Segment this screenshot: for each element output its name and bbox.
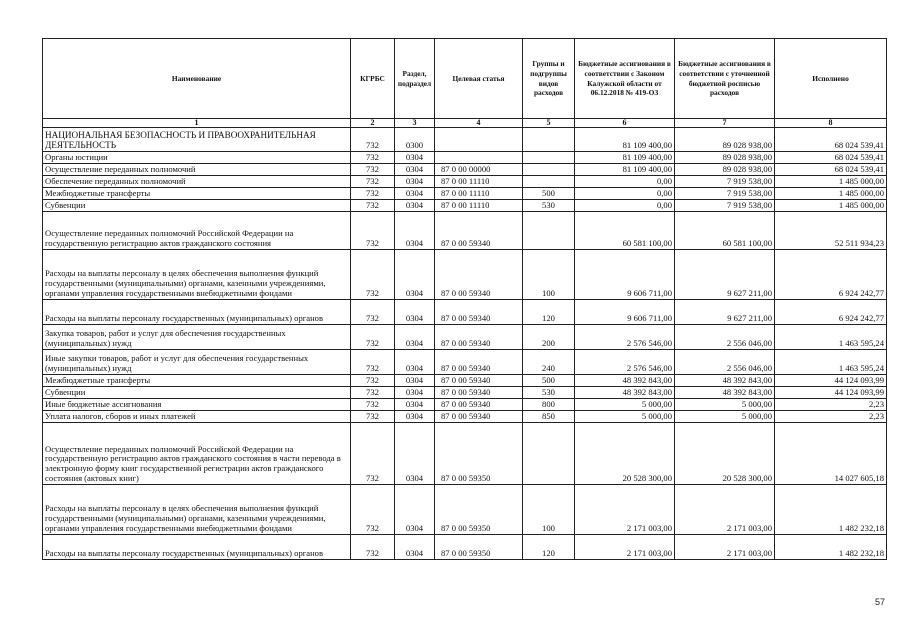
cell-name: Расходы на выплаты персоналу государственных (муниципальных) органов — [43, 535, 351, 560]
table-row — [43, 188, 887, 200]
cell-kgrbs: 732 — [351, 128, 395, 152]
cell-kgrbs: 732 — [351, 535, 395, 560]
cell-target: 87 0 00 59350 — [435, 535, 523, 560]
cell-kgrbs: 732 — [351, 188, 395, 200]
cell-refined-amount: 7 919 538,00 — [675, 176, 775, 188]
table-row — [43, 350, 887, 375]
cell-law-amount: 81 109 400,00 — [575, 128, 675, 152]
cell-section: 0304 — [395, 200, 435, 212]
table-row — [43, 423, 887, 485]
cell-target: 87 0 00 59340 — [435, 250, 523, 300]
cell-law-amount: 2 171 003,00 — [575, 535, 675, 560]
cell-kgrbs: 732 — [351, 300, 395, 325]
cell-target: 87 0 00 59350 — [435, 485, 523, 535]
table-row — [43, 411, 887, 423]
cell-law-amount: 48 392 843,00 — [575, 375, 675, 387]
cell-section: 0304 — [395, 250, 435, 300]
cell-law-amount: 81 109 400,00 — [575, 152, 675, 164]
cell-law-amount: 9 606 711,00 — [575, 250, 675, 300]
cell-section: 0300 — [395, 128, 435, 152]
cell-group: 530 — [523, 387, 575, 399]
header-refined: Бюджетные ассигнования в соответствии с уточненной бюджетной росписью расходов — [675, 39, 775, 119]
cell-executed-amount: 68 024 539,41 — [775, 164, 887, 176]
cell-executed-amount: 2,23 — [775, 411, 887, 423]
cell-refined-amount: 5 000,00 — [675, 411, 775, 423]
header-section: Раздел, подраздел — [395, 39, 435, 119]
cell-group: 530 — [523, 200, 575, 212]
cell-name: Иные закупки товаров, работ и услуг для обеспечения государственных (муниципальных) нужд — [43, 350, 351, 375]
cell-law-amount: 20 528 300,00 — [575, 423, 675, 485]
cell-group: 100 — [523, 485, 575, 535]
header-name: Наименование — [43, 39, 351, 119]
cell-refined-amount: 20 528 300,00 — [675, 423, 775, 485]
cell-name: Органы юстиции — [43, 152, 351, 164]
cell-name: Осуществление переданных полномочий Российской Федерации на государственную регистрацию актов гражданского состояния в части перевода в электронную форму книг государственной регистрации актов гражданского состояния (актовых книг) — [43, 423, 351, 485]
cell-law-amount: 0,00 — [575, 176, 675, 188]
cell-law-amount: 60 581 100,00 — [575, 212, 675, 250]
cell-law-amount: 48 392 843,00 — [575, 387, 675, 399]
cell-target: 87 0 00 59350 — [435, 423, 523, 485]
cell-name: Расходы на выплаты персоналу в целях обеспечения выполнения функций государственными (муниципальными) органами, казенными учреждениями, органами управления государственными внебюджетными фондами — [43, 485, 351, 535]
cell-group: 500 — [523, 375, 575, 387]
cell-refined-amount: 9 627 211,00 — [675, 300, 775, 325]
cell-section: 0304 — [395, 375, 435, 387]
cell-name: Расходы на выплаты персоналу в целях обеспечения выполнения функций государственными (муниципальными) органами, казенными учреждениями, органами управления государственными внебюджетными фондами — [43, 250, 351, 300]
column-number: 7 — [675, 119, 775, 128]
cell-target: 87 0 00 59340 — [435, 399, 523, 411]
table-row — [43, 250, 887, 300]
cell-name: Межбюджетные трансферты — [43, 375, 351, 387]
table-row — [43, 399, 887, 411]
cell-section: 0304 — [395, 411, 435, 423]
cell-group: 240 — [523, 350, 575, 375]
column-number: 2 — [351, 119, 395, 128]
cell-target: 87 0 00 11110 — [435, 176, 523, 188]
cell-executed-amount: 1 485 000,00 — [775, 176, 887, 188]
header-kgrbs: КГРБС — [351, 39, 395, 119]
cell-kgrbs: 732 — [351, 212, 395, 250]
cell-name: Осуществление переданных полномочий Российской Федерации на государственную регистрацию актов гражданского состояния — [43, 212, 351, 250]
cell-section: 0304 — [395, 535, 435, 560]
cell-section: 0304 — [395, 152, 435, 164]
cell-executed-amount: 2,23 — [775, 399, 887, 411]
cell-law-amount: 2 576 546,00 — [575, 350, 675, 375]
cell-refined-amount: 7 919 538,00 — [675, 188, 775, 200]
cell-group: 500 — [523, 188, 575, 200]
cell-group — [523, 164, 575, 176]
cell-group — [523, 212, 575, 250]
column-number: 6 — [575, 119, 675, 128]
cell-section: 0304 — [395, 300, 435, 325]
cell-kgrbs: 732 — [351, 399, 395, 411]
cell-refined-amount: 5 000,00 — [675, 399, 775, 411]
cell-refined-amount: 9 627 211,00 — [675, 250, 775, 300]
cell-target: 87 0 00 59340 — [435, 350, 523, 375]
cell-law-amount: 5 000,00 — [575, 411, 675, 423]
header-target: Целевая статья — [435, 39, 523, 119]
cell-refined-amount: 89 028 938,00 — [675, 164, 775, 176]
table-row — [43, 300, 887, 325]
cell-group — [523, 152, 575, 164]
budget-table — [42, 38, 887, 560]
cell-section: 0304 — [395, 164, 435, 176]
header-executed: Исполнено — [775, 39, 887, 119]
cell-group: 120 — [523, 535, 575, 560]
cell-kgrbs: 732 — [351, 423, 395, 485]
cell-section: 0304 — [395, 325, 435, 350]
cell-target: 87 0 00 11110 — [435, 188, 523, 200]
cell-refined-amount: 7 919 538,00 — [675, 200, 775, 212]
cell-refined-amount: 48 392 843,00 — [675, 375, 775, 387]
cell-target: 87 0 00 59340 — [435, 387, 523, 399]
cell-executed-amount: 6 924 242,77 — [775, 250, 887, 300]
table-body — [43, 128, 887, 560]
cell-executed-amount: 6 924 242,77 — [775, 300, 887, 325]
column-number: 5 — [523, 119, 575, 128]
cell-law-amount: 0,00 — [575, 200, 675, 212]
cell-group — [523, 423, 575, 485]
cell-kgrbs: 732 — [351, 176, 395, 188]
cell-section: 0304 — [395, 399, 435, 411]
cell-kgrbs: 732 — [351, 200, 395, 212]
table-row — [43, 152, 887, 164]
table-row — [43, 128, 887, 152]
cell-name: Иные бюджетные ассигнования — [43, 399, 351, 411]
cell-executed-amount: 68 024 539,41 — [775, 128, 887, 152]
cell-name: Осуществление переданных полномочий — [43, 164, 351, 176]
column-number-row — [43, 119, 887, 128]
cell-section: 0304 — [395, 212, 435, 250]
cell-law-amount: 0,00 — [575, 188, 675, 200]
cell-target: 87 0 00 59340 — [435, 300, 523, 325]
cell-kgrbs: 732 — [351, 250, 395, 300]
cell-target: 87 0 00 00000 — [435, 164, 523, 176]
page-number: 57 — [874, 597, 885, 607]
cell-refined-amount: 60 581 100,00 — [675, 212, 775, 250]
cell-group: 800 — [523, 399, 575, 411]
header-law: Бюджетные ассигнования в соответствии с Законом Калужской области от 06.12.2018 № 419-ОЗ — [575, 39, 675, 119]
cell-name: Субвенции — [43, 387, 351, 399]
header-groups: Группы и подгруппы видов расходов — [523, 39, 575, 119]
cell-law-amount: 2 576 546,00 — [575, 325, 675, 350]
cell-group: 850 — [523, 411, 575, 423]
cell-law-amount: 9 606 711,00 — [575, 300, 675, 325]
column-number: 4 — [435, 119, 523, 128]
cell-executed-amount: 68 024 539,41 — [775, 152, 887, 164]
cell-kgrbs: 732 — [351, 375, 395, 387]
cell-target: 87 0 00 59340 — [435, 375, 523, 387]
column-number: 1 — [43, 119, 351, 128]
cell-refined-amount: 2 171 003,00 — [675, 535, 775, 560]
cell-group — [523, 128, 575, 152]
cell-law-amount: 81 109 400,00 — [575, 164, 675, 176]
cell-group: 100 — [523, 250, 575, 300]
table-row — [43, 535, 887, 560]
cell-section: 0304 — [395, 387, 435, 399]
cell-kgrbs: 732 — [351, 387, 395, 399]
column-number: 8 — [775, 119, 887, 128]
table-row — [43, 375, 887, 387]
table-row — [43, 164, 887, 176]
cell-group — [523, 176, 575, 188]
cell-executed-amount: 1 485 000,00 — [775, 200, 887, 212]
cell-refined-amount: 2 556 046,00 — [675, 350, 775, 375]
cell-kgrbs: 732 — [351, 350, 395, 375]
cell-group: 120 — [523, 300, 575, 325]
cell-kgrbs: 732 — [351, 411, 395, 423]
cell-name: Субвенции — [43, 200, 351, 212]
cell-refined-amount: 2 171 003,00 — [675, 485, 775, 535]
header-row — [43, 39, 887, 119]
table-row — [43, 325, 887, 350]
cell-target: 87 0 00 11110 — [435, 200, 523, 212]
cell-law-amount: 2 171 003,00 — [575, 485, 675, 535]
cell-target: 87 0 00 59340 — [435, 325, 523, 350]
cell-name: Уплата налогов, сборов и иных платежей — [43, 411, 351, 423]
cell-name: НАЦИОНАЛЬНАЯ БЕЗОПАСНОСТЬ И ПРАВООХРАНИТЕЛЬНАЯ ДЕЯТЕЛЬНОСТЬ — [43, 128, 351, 152]
table-row — [43, 212, 887, 250]
cell-name: Обеспечение переданных полномочий — [43, 176, 351, 188]
cell-target — [435, 128, 523, 152]
table-row — [43, 176, 887, 188]
cell-kgrbs: 732 — [351, 325, 395, 350]
cell-refined-amount: 89 028 938,00 — [675, 128, 775, 152]
column-number: 3 — [395, 119, 435, 128]
cell-executed-amount: 44 124 093,99 — [775, 387, 887, 399]
cell-section: 0304 — [395, 485, 435, 535]
cell-executed-amount: 1 463 595,24 — [775, 350, 887, 375]
cell-kgrbs: 732 — [351, 485, 395, 535]
cell-refined-amount: 89 028 938,00 — [675, 152, 775, 164]
cell-law-amount: 5 000,00 — [575, 399, 675, 411]
cell-refined-amount: 2 556 046,00 — [675, 325, 775, 350]
cell-kgrbs: 732 — [351, 164, 395, 176]
cell-executed-amount: 1 463 595,24 — [775, 325, 887, 350]
cell-executed-amount: 44 124 093,99 — [775, 375, 887, 387]
cell-executed-amount: 52 511 934,23 — [775, 212, 887, 250]
cell-section: 0304 — [395, 176, 435, 188]
cell-section: 0304 — [395, 350, 435, 375]
cell-kgrbs: 732 — [351, 152, 395, 164]
cell-refined-amount: 48 392 843,00 — [675, 387, 775, 399]
cell-executed-amount: 14 027 605,18 — [775, 423, 887, 485]
table-row — [43, 387, 887, 399]
cell-executed-amount: 1 482 232,18 — [775, 485, 887, 535]
cell-name: Расходы на выплаты персоналу государственных (муниципальных) органов — [43, 300, 351, 325]
cell-group: 200 — [523, 325, 575, 350]
cell-name: Закупка товаров, работ и услуг для обеспечения государственных (муниципальных) нужд — [43, 325, 351, 350]
table-row — [43, 200, 887, 212]
cell-section: 0304 — [395, 423, 435, 485]
cell-section: 0304 — [395, 188, 435, 200]
cell-name: Межбюджетные трансферты — [43, 188, 351, 200]
cell-target: 87 0 00 59340 — [435, 411, 523, 423]
cell-executed-amount: 1 482 232,18 — [775, 535, 887, 560]
cell-target: 87 0 00 59340 — [435, 212, 523, 250]
cell-executed-amount: 1 485 000,00 — [775, 188, 887, 200]
cell-target — [435, 152, 523, 164]
table-row — [43, 485, 887, 535]
